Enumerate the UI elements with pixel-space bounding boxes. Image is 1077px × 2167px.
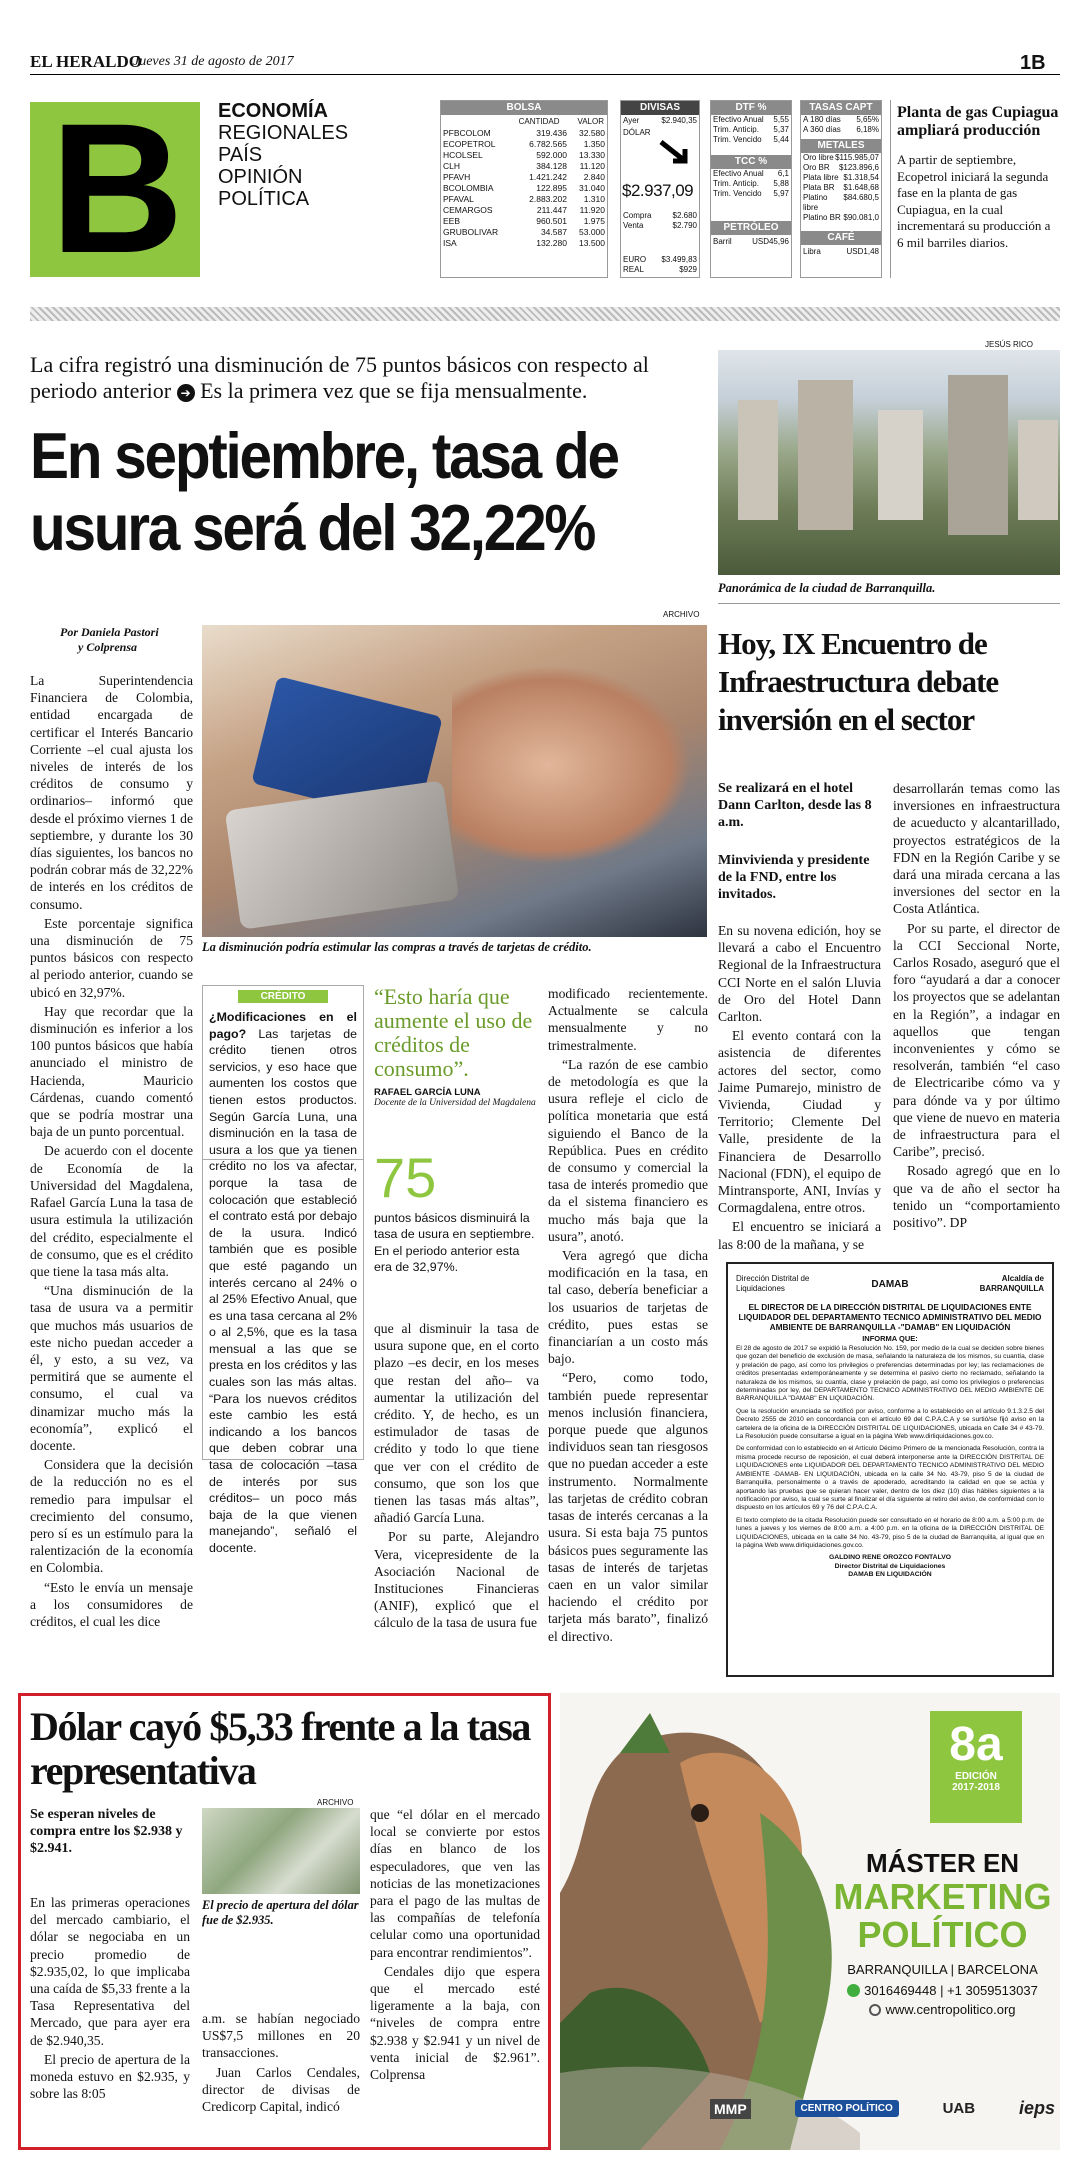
bolsa-cell: 32.580	[579, 128, 605, 138]
hand-image	[452, 665, 692, 865]
credito-text: Las tarjetas de crédito tienen otros servicios, y eso hace que aumenten los costos que tienen estos productos. Según García Luna, una disminución en la tasa de usura a los que ya tienen crédito no los va afectar, porque la tasa de colocación que estableció el contrato está por debajo de la usura. Indicó también que es posible que esté pagando un interés cercano al 24% o al 25% Efectivo Anual, que es una tasa cercana al 2% o al 2,5%, que es la tasa mensual a las que se presta en los créditos y las cuales son las más altas. “Para los nuevos créditos este cambio les está indicando a los bancos que deben cobrar una tasa de colocación –tasa de interés por sus créditos– un poco más baja de la que vienen manejando”, señaló el docente.	[209, 1026, 357, 1555]
bolsa-col-valor: VALOR	[577, 117, 604, 126]
bolsa-cell: 13.330	[579, 150, 605, 160]
byline-author: Por Daniela Pastori	[60, 625, 159, 639]
edition-badge	[930, 1711, 1022, 1823]
bolsa-cell: 1.350	[583, 139, 605, 149]
cafe-label: Libra	[803, 247, 821, 256]
paragraph: Este porcentaje significa una disminución de 75 puntos básicos con respecto al periodo anterior, cuando se ubicó en 32,97%.	[30, 915, 193, 1000]
paragraph: “Esto le envía un mensaje a los consumidores de créditos, el cual les dice	[30, 1579, 193, 1629]
city-photo-caption: Panorámica de la ciudad de Barranquilla.	[718, 581, 936, 595]
infra-photo-credit: JESÚS RICO	[985, 340, 1034, 349]
bolsa-header	[441, 115, 607, 128]
metales-rows	[801, 153, 881, 223]
paragraph: De acuerdo con el docente de Economía de la Universidad del Magdalena, Rafael García Luna la tasa de usura estimula la utilización del crédito, especialmente el de consumo, que es el crédito que tiene la tasa más alta.	[30, 1143, 193, 1279]
bolsa-row	[441, 227, 607, 238]
metales-row	[801, 163, 881, 173]
bolsa-row	[441, 128, 607, 139]
globe-icon	[869, 2004, 881, 2016]
bolsa-cell: HCOLSEL	[443, 150, 483, 160]
section-item-opinion[interactable]: OPINIÓN	[218, 166, 303, 188]
paragraph: El encuentro se iniciará a las 8:00 de la mañana, y se	[718, 1219, 881, 1252]
ad-phone: 3016469448 | +1 3059513037	[864, 1983, 1038, 1998]
dtf-row-value: 5,55	[773, 115, 789, 124]
bolsa-cell: 319.436	[536, 128, 567, 138]
dolar-column-1	[30, 1894, 190, 2104]
paragraph: La Superintendencia Financiera de Colombia, entidad encargada de certificar el Interés Bancario Corriente –el cual ajusta los niveles de interés de los créditos de consumo y ordinarios– informó que desde el próximo viernes 1 de septiembre, y durante los 30 días siguientes, los bancos no podrán cobrar más de 32,22% de interés en los créditos de consumo.	[30, 673, 193, 912]
bolsa-cell: CEMARGOS	[443, 205, 493, 215]
dollar-bills-photo	[202, 1808, 360, 1894]
paragraph: En su novena edición, hoy se llevará a cabo el Encuentro Regional de la Infraestructura CCI Norte en el salón Lluvia de Oro del Hotel Dann Carlton.	[718, 923, 881, 1025]
paragraph: desarrollarán temas como las inversiones en infraestructura de acueducto y alcantarillado, proyectos estratégicos de la FDN en la Región Caribe y se dará una mirada cercana a las inversiones del sector en la Costa Atlántica.	[893, 781, 1060, 917]
arrow-right-icon: ➔	[177, 384, 195, 402]
tasas-row-value: 5,65%	[856, 115, 879, 124]
divisas-big-value: $2.937,09	[622, 181, 694, 200]
notice-informa: INFORMA QUE:	[862, 1334, 918, 1343]
bolsa-row	[441, 238, 607, 249]
paragraph: Vera agregó que dicha modificación en la tasa, en tal caso, debería beneficiar a los usuarios de tarjetas de crédito, pues estas se financiarían a un costo más bajo.	[548, 1248, 708, 1367]
bolsa-row	[441, 150, 607, 161]
section-item-politica[interactable]: POLÍTICA	[218, 188, 310, 210]
dolar-photo-credit: ARCHIVO	[317, 1798, 354, 1807]
bolsa-cell: 34.587	[540, 227, 567, 237]
paragraph: Por su parte, Alejandro Vera, vicepresidente de la Asociación Nacional de Instituciones Financieras (ANIF), explicó que el cálculo de la tasa de usura fue	[374, 1529, 539, 1631]
divider-band	[30, 307, 1060, 321]
tasas-box	[800, 100, 882, 278]
metales-row	[801, 183, 881, 193]
divisas-row-label: EURO	[623, 255, 647, 264]
paragraph: “Una disminución de la tasa de usura va a permitir que muchos más usuarios de este nicho puedan acceder a él, y esto, a su vez, va permitirá que se aumente el consumo, el cual va dinamizar mucho más la economía”, explicó el docente.	[30, 1283, 193, 1453]
bolsa-cell: 1.421.242	[529, 172, 567, 182]
deck-line-2: Es la primera vez que se fija mensualmente.	[200, 378, 588, 403]
edition-label: EDICIÓN	[955, 1771, 997, 1782]
ad-line-3: POLÍTICO	[857, 1914, 1028, 1955]
tcc-row-label: Efectivo Anual	[713, 169, 764, 178]
divisas-row-label: Compra	[623, 211, 652, 220]
divisas-row-label: REAL	[623, 265, 644, 274]
notice-sign-entity: DAMAB EN LIQUIDACIÓN	[848, 1571, 932, 1579]
paragraph: que “el dólar en el mercado local se convierte por estos días en blanco de los especuladores, que ven las noticias de las monetizaciones para el pago de las multas de las compañías de telefonía celular como una oportunidad para encontrar rendimientos”.	[370, 1807, 540, 1960]
date: Jueves 31 de agosto de 2017	[133, 54, 294, 69]
logo-mmp: MMP	[710, 2099, 751, 2119]
legal-notice	[726, 1262, 1054, 1677]
bolsa-row	[441, 139, 607, 150]
infra-sub-1: Se realizará en el hotel Dann Carlton, desde las 8 a.m.	[718, 781, 872, 830]
logo-uab: UAB	[942, 2100, 976, 2117]
metales-row	[801, 213, 881, 223]
edition-years: 2017-2018	[952, 1782, 1000, 1793]
petroleo-title: PETRÓLEO	[711, 221, 791, 235]
bolsa-cell: BCOLOMBIA	[443, 183, 494, 193]
bolsa-cell: 2.883.202	[529, 194, 567, 204]
notice-logos	[736, 1270, 1044, 1298]
notice-signature	[736, 1554, 1044, 1579]
infra-headline: Hoy, IX Encuentro de Infraestructura debate inversión en el sector	[718, 626, 999, 737]
arrow-down-icon	[655, 139, 695, 169]
bolsa-cell: 13.500	[579, 238, 605, 248]
divisas-row-label: Venta	[623, 221, 644, 230]
dtf-row-label: Efectivo Anual	[713, 115, 764, 124]
notice-logo-3: Alcaldía de BARRANQUILLA	[979, 1274, 1044, 1293]
tcc-row-label: Trim. Anticip.	[713, 179, 759, 188]
ad-cities: BARRANQUILLA | BARCELONA	[847, 1962, 1038, 1977]
quote-role: Docente de la Universidad del Magdalena	[374, 1098, 536, 1108]
main-column-3	[374, 1320, 539, 1634]
bolsa-cell: ECOPETROL	[443, 139, 496, 149]
infra-rule	[718, 603, 1060, 604]
tcc-row-label: Trim. Vencido	[713, 189, 762, 198]
paragraph: Hay que recordar que la disminución es inferior a los 100 puntos básicos que había anunciado el ministro de Hacienda, Mauricio Cárdenas, cuando comentó que se podría mostrar una baja de un punto porcentual.	[30, 1003, 193, 1140]
tasas-row-value: 6,18%	[856, 125, 879, 134]
metales-row-value: $1.318,54	[843, 173, 879, 182]
metales-row-value: $90.081,0	[843, 213, 879, 222]
metales-row-label: Plata libre	[803, 173, 839, 182]
ad-logos	[710, 2098, 1055, 2119]
bolsa-row	[441, 194, 607, 205]
dtf-title: DTF %	[711, 101, 791, 115]
bolsa-cell: 592.000	[536, 150, 567, 160]
tcc-row-value: 6,1	[777, 169, 789, 178]
bolsa-title: BOLSA	[441, 101, 607, 115]
big-number: 75	[374, 1146, 437, 1209]
divisas-dolar-label: DÓLAR	[623, 128, 651, 137]
notice-paragraph: El 28 de agosto de 2017 se expidió la Resolución No. 159, por medio de la cual se deciden sobre bienes que gozan del beneficio de exclusión de masa, señalando la naturaleza de los mismos, su cuantía, clase y prelación de pago, así como los privilegios o preferencias determinadas por ley; las reclamaciones de créditos presentadas extemporáneamente y se determina el pasivo cierto no reclamado, señalando la naturaleza de los mismos, su cuantía, clase y prelación de pago, así como los privilegios o preferencias determinadas por ley, del DEPARTAMENTO TECNICO ADMINISTRATIVO DEL MEDIO AMBIENTE DE BARRANQUILLA "DAMAB" EN LIQUIDACIÓN.	[736, 1345, 1044, 1403]
metales-row-value: $123.896,6	[838, 163, 879, 172]
bolsa-cell: GRUBOLIVAR	[443, 227, 499, 237]
paragraph: “Pero, como todo, también puede representar menos inclusión financiera, porque puede que algunos individuos sean tan riesgosos que no puedan acceder a este instrumento. Normalmente las tarjetas de crédito cobran tasas de interés cercanas a la usura. Si esta baja 75 puntos básicos pues seguramente las tasas de interés de tarjetas caen en un valor similar haciendo el crédito por tarjeta más barato”, finalizó el directivo.	[548, 1370, 708, 1644]
bolsa-cell: 11.920	[579, 205, 605, 215]
master-ad[interactable]	[560, 1693, 1060, 2150]
section-item-economia[interactable]: ECONOMÍA	[218, 100, 328, 122]
metales-row-value: $115.985,07	[835, 153, 879, 162]
metales-row	[801, 193, 881, 213]
bolsa-cell: PFAVAL	[443, 194, 474, 204]
divisas-ayer-label: Ayer	[623, 116, 640, 125]
header-rule	[30, 74, 1060, 75]
section-letter: B	[30, 102, 200, 277]
tasas-title: TASAS CAPT	[801, 101, 881, 115]
bolsa-cell: PFBCOLOM	[443, 128, 491, 138]
main-column-1	[30, 672, 193, 1632]
tcc-row-value: 5,88	[773, 179, 789, 188]
main-photo-caption: La disminución podría estimular las compras a través de tarjetas de crédito.	[202, 940, 592, 954]
paragraph: que al disminuir la tasa de usura supone que, en el corto plazo –es decir, en los meses que restan del año– va aumentar la utilización del crédito. Y, de hecho, es un estimulador de tasas de crédito y todo lo que tiene que ver con el crédito de consumo, que son los que tienen las tasas más altas”, añadió García Luna.	[374, 1321, 539, 1526]
bolsa-cell: 211.447	[536, 205, 567, 215]
main-column-4	[548, 985, 708, 1647]
paragraph: Por su parte, el director de la CCI Seccional Norte, Carlos Rosado, aseguró que el foro “ayudará a dar a conocer los proyectos que se adelantan en la Región”, a indagar en aquellos que tengan inconvenientes y cómo se resolverán, también “el caso de Electricaribe cómo va y para dónde va y por último que viene de nuevo en materia de infraestructura para el Caribe”, precisó.	[893, 920, 1060, 1160]
quote-name: RAFAEL GARCÍA LUNA	[374, 1087, 481, 1098]
paragraph: “La razón de ese cambio de metodología es que la usura refleje el ciclo de política monetaria que está siguiendo el Banco de la República. Pues en crédito de consumo y comercial la tasa de interés promedio que da el sistema financiero es mucho más baja que la usura”, anotó.	[548, 1056, 708, 1244]
whatsapp-icon	[847, 1984, 860, 1997]
bolsa-cell: 1.310	[583, 194, 605, 204]
notice-paragraph: Que la resolución enunciada se notificó por aviso, conforme a lo establecido en el artículo 9.1.3.2.5 del Decreto 2555 de 2010 en concordancia con el artículo 69 del C.P.A.C.A y se surtió/se fijó aviso en la cartelera de la oficina de la DIRECCIÓN DISTRITAL DE LIQUIDACIONES, ubicada en Calle 34 # 43-79. La Resolución puede consultarse a igual en la página Web www.dirliquidaciones.gov.co.	[736, 1407, 1044, 1441]
paragraph: El evento contará con la asistencia de diferentes actores del sector, como Jaime Pumarejo, ministro de Vivienda, Ciudad y Territorio; Clemente Del Valle, presidente de la Financiera de Desarrollo Nacional (FDN), el equipo de Mintransporte, ANI, Invías y Cormagdalena, entre otros.	[718, 1028, 881, 1216]
metales-row-label: Platino BR	[803, 213, 841, 222]
bolsa-cell: 960.501	[536, 216, 567, 226]
bolsa-rows	[441, 128, 607, 249]
metales-title: METALES	[801, 139, 881, 153]
dtf-box	[710, 100, 792, 278]
cafe-title: CAFÉ	[801, 231, 881, 245]
tcc-row-value: 5,97	[773, 189, 789, 198]
notice-sign-name: GALDINO RENE OROZCO FONTALVO	[828, 1554, 952, 1562]
section-item-pais[interactable]: PAÍS	[218, 144, 263, 166]
paper-name: EL HERALDO	[30, 52, 142, 71]
bolsa-cell: 384.128	[536, 161, 567, 171]
byline-agency: y Colprensa	[78, 640, 138, 654]
main-headline: En septiembre, tasa de usura será del 32,22%	[30, 419, 618, 564]
paragraph: Cendales dijo que espera que el mercado esté ligeramente a la baja, con “niveles de compra entre $2.938 y $2.941 y un nivel de venta inicial de $2.961”. Colprensa	[370, 1963, 540, 2083]
bolsa-row	[441, 172, 607, 183]
bolsa-cell: 31.040	[579, 183, 605, 193]
dtf-row-label: Trim. Vencido	[713, 135, 762, 144]
ad-line-1: MÁSTER EN	[865, 1848, 1020, 1878]
edition-number: 8a	[949, 1718, 1003, 1771]
metales-row-label: Oro BR	[803, 163, 830, 172]
main-photo	[202, 625, 707, 937]
deck	[30, 352, 700, 404]
city-photo	[718, 350, 1060, 575]
petroleo-value: USD45,96	[752, 237, 789, 246]
big-number-text: puntos básicos disminuirá la tasa de usura en septiembre. En el periodo anterior esta era de 32,97%.	[374, 1211, 535, 1275]
divisas-row-value: $929	[679, 265, 697, 274]
tasas-row-label: A 360 días	[803, 125, 841, 134]
logo-centro-politico: CENTRO POLÍTICO	[795, 2100, 899, 2117]
metales-row	[801, 153, 881, 163]
dolar-column-3	[370, 1806, 540, 2085]
dtf-row-label: Trim. Anticip.	[713, 125, 759, 134]
dolar-column-2	[202, 2010, 360, 2117]
bolsa-row	[441, 216, 607, 227]
bolsa-row	[441, 161, 607, 172]
infra-column-a	[718, 922, 881, 1255]
photo-credit: ARCHIVO	[663, 610, 700, 619]
metales-row-label: Oro libre	[803, 153, 834, 162]
metales-row-label: Plata BR	[803, 183, 835, 192]
bolsa-cell: 53.000	[579, 227, 605, 237]
notice-title: EL DIRECTOR DE LA DIRECCIÓN DISTRITAL DE LIQUIDACIONES ENTE LIQUIDADOR DEL DEPARTAMENTO TECNICO ADMINISTRATIVO DEL MEDIO AMBIENTE DE BARRANQUILLA -"DAMAB" EN LIQUIDACIÓN	[738, 1302, 1042, 1332]
paragraph: Considera que la decisión de la reducción no es el remedio para impulsar el crecimiento del consumo, pero sí es un estímulo para la ralentización de la economía en Colombia.	[30, 1457, 193, 1576]
bolsa-cell: 1.975	[583, 216, 605, 226]
notice-paragraph: El texto completo de la citada Resolución puede ser consultado en el horario de 8:00 a.m. a 5:00 p.m. de lunes a jueves y los viernes de 8:00 a.m. a 4:00 p.m. en la oficina de la DIRECCIÓN DISTRITAL DE LIQUIDACIONES, ubicada en la calle 34 No. 43-79, piso 5 de la ciudad de Barranquilla, al igual que en la página Web www.dirliquidaciones.gov.co.	[736, 1516, 1044, 1549]
bolsa-cell: PFAVH	[443, 172, 471, 182]
ad-line-2: MARKETING	[833, 1876, 1052, 1917]
bolsa-cell: 122.895	[536, 183, 567, 193]
credito-box	[202, 985, 364, 1555]
paragraph: modificado recientemente. Actualmente se calcula mensualmente y no trimestralmente.	[548, 986, 708, 1053]
page-number: 1B	[1020, 52, 1046, 74]
infra-column-b	[893, 780, 1060, 1233]
dolar-headline: Dólar cayó $5,33 frente a la tasa representativa	[30, 1704, 531, 1793]
bolsa-row	[441, 205, 607, 216]
divisas-ayer-value: $2.940,35	[661, 116, 697, 125]
tasas-row-label: A 180 días	[803, 115, 841, 124]
metales-row-value: $84.680,5	[843, 193, 879, 202]
bolsa-cell: CLH	[443, 161, 461, 171]
paragraph: El precio de apertura de la moneda estuvo en $2.935, y sobre las 8:05	[30, 2051, 190, 2102]
notice-sign-role: Director Distrital de Liquidaciones	[834, 1562, 946, 1570]
credito-question: ¿Modificaciones en el pago?	[209, 1010, 357, 1041]
petroleo-label: Barril	[713, 237, 732, 246]
divisas-title: DIVISAS	[621, 101, 699, 115]
paragraph: En las primeras operaciones del mercado cambiario, el dólar se negociaba en un precio promedio de $2.935,02, lo que implicaba una caída de $5,33 frente a la Tasa Representativa del Mercado, que para ayer era de $2.940,35.	[30, 1895, 190, 2048]
dtf-row-value: 5,44	[773, 135, 789, 144]
metales-row-label: Platino libre	[803, 193, 828, 212]
bolsa-cell: 132.280	[536, 238, 567, 248]
metales-row	[801, 173, 881, 183]
quote-text: “Esto haría que aumente el uso de créditos de consumo”.	[374, 984, 533, 1081]
section-item-regionales[interactable]: REGIONALES	[218, 122, 349, 144]
ad-web[interactable]: www.centropolitico.org	[885, 2002, 1016, 2017]
dtf-row-value: 5,37	[773, 125, 789, 134]
pull-quote	[374, 985, 539, 1109]
cafe-value: USD1,48	[846, 247, 879, 256]
paragraph: Rosado agregó que en lo que va de año el sector ha tenido un “comportamiento positivo”. DP	[893, 1163, 1060, 1231]
bolsa-cell: EEB	[443, 216, 461, 226]
notice-logo-2: DAMAB	[871, 1278, 909, 1290]
divisas-box	[620, 100, 700, 278]
divisas-row-value: $3.499,83	[661, 255, 697, 264]
bolsa-row	[441, 183, 607, 194]
bolsa-table	[440, 100, 608, 278]
bolsa-cell: 2.840	[583, 172, 605, 182]
paragraph: Juan Carlos Cendales, director de divisas de Credicorp Capital, indicó	[202, 2064, 360, 2115]
brief	[890, 100, 1060, 278]
tcc-title: TCC %	[711, 155, 791, 169]
dolar-sub: Se esperan niveles de compra entre los $2.938 y $2.941.	[30, 1807, 183, 1856]
logo-ieps: ieps	[1018, 2098, 1055, 2118]
divisas-row-value: $2.680	[672, 211, 697, 220]
dolar-photo-caption: El precio de apertura del dólar fue de $2.935.	[202, 1898, 359, 1927]
card-reader-image	[225, 780, 460, 929]
bolsa-cell: ISA	[443, 238, 457, 248]
brief-title: Planta de gas Cupiagua ampliará producción	[897, 104, 1059, 139]
divisas-rows	[623, 211, 697, 275]
byline	[60, 625, 159, 655]
metales-row-value: $1.648,68	[843, 183, 879, 192]
bolsa-col-cantidad: CANTIDAD	[518, 117, 560, 126]
notice-logo-1: Dirección Distrital de Liquidaciones	[736, 1274, 810, 1293]
deck-line-1: La cifra registró una disminución de 75 puntos básicos con respecto al periodo anterior	[30, 352, 649, 403]
notice-paragraph: De conformidad con lo establecido en el Artículo Décimo Primero de la mencionada Resolución, contra la misma procede recurso de reposición, el cual deberá interponerse ante la DIRECCIÓN DISTRITAL DE LIQUIDACIONES ente LIQUIDADOR DEL DEPARTAMENTO TECNICO ADMINISTRATIVO DEL MEDIO AMBIENTE -DAMAB- EN LIQUIDACIÓN, ubicada en la calle 34 No. 43-79, piso 5 de la ciudad de Barranquilla, personalmente o a través de apoderado, acreditando la calidad en que se actúa y aportando las pruebas que se quieran hacer valer, dentro de los diez (10) días hábiles siguientes a la notificación por aviso, la cual se surte al finalizar el día siguiente al retiro del aviso, de conformidad con lo dispuesto en los artículos 69 y 76 del C.P.A.C.A.	[736, 1445, 1044, 1512]
section-index	[218, 100, 348, 210]
infra-sub-2: Minvivienda y presidente de la FND, entre los invitados.	[718, 853, 870, 902]
bolsa-cell: 11.120	[579, 161, 605, 171]
brief-body: A partir de septiembre, Ecopetrol iniciará la segunda fase en la planta de gas Cupiagua, en la cual incrementará su producción a 6 mil barriles diarios.	[897, 152, 1051, 250]
credito-tag: CRÉDITO	[238, 990, 328, 1003]
divisas-row-value: $2.790	[672, 221, 697, 230]
bolsa-cell: 6.782.565	[529, 139, 567, 149]
paragraph: a.m. se habían negociado US$7,5 millones en 20 transacciones.	[202, 2011, 360, 2061]
